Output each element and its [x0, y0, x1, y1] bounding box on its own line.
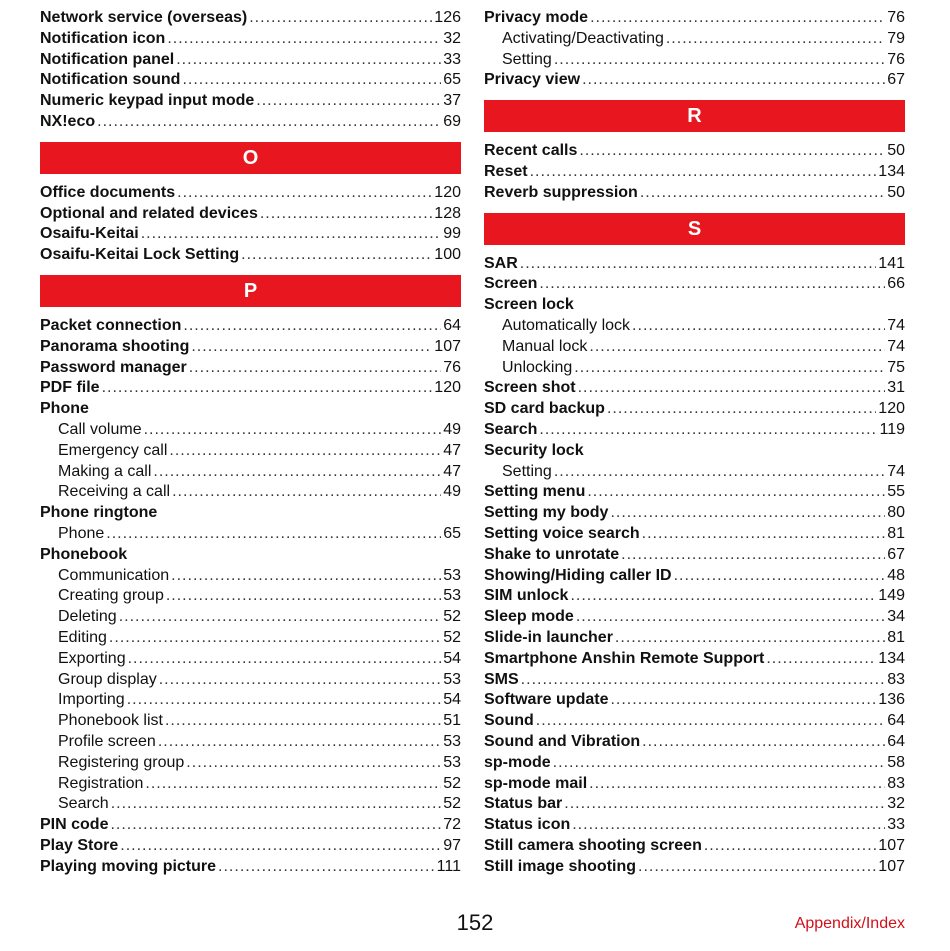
dot-leader — [144, 420, 442, 441]
index-entry — [40, 183, 461, 204]
index-subentry — [40, 774, 461, 795]
index-entry — [40, 545, 461, 566]
index-entry — [484, 815, 905, 836]
dot-leader — [589, 337, 885, 358]
index-term: Notification sound — [40, 71, 181, 89]
index-term: Panorama shooting — [40, 337, 190, 355]
index-page-ref: 120 — [434, 183, 461, 201]
index-term: Phone — [58, 524, 105, 542]
index-term: Search — [484, 420, 538, 438]
index-term: Shake to unrotate — [484, 545, 620, 563]
index-term: Creating group — [58, 587, 164, 605]
dot-leader — [166, 586, 441, 607]
dot-leader — [97, 112, 441, 133]
index-subentry — [40, 607, 461, 628]
index-entry — [40, 857, 461, 878]
index-page-ref: 128 — [434, 204, 461, 222]
index-term: Emergency call — [58, 441, 168, 459]
index-term: Manual lock — [502, 337, 588, 355]
index-term: Status icon — [484, 816, 571, 834]
dot-leader — [119, 607, 442, 628]
index-entry — [40, 70, 461, 91]
index-entry — [484, 566, 905, 587]
index-entry — [40, 337, 461, 358]
index-entry — [40, 378, 461, 399]
dot-leader — [574, 358, 885, 379]
dot-leader — [554, 50, 885, 71]
index-term: Still image shooting — [484, 857, 637, 875]
index-entry — [484, 670, 905, 691]
index-page-ref: 31 — [887, 379, 905, 397]
letter-heading-p: P — [40, 275, 461, 307]
index-term: Phonebook — [40, 545, 128, 563]
index-term: Call volume — [58, 420, 142, 438]
index-term: Registering group — [58, 753, 185, 771]
index-page-ref: 58 — [887, 753, 905, 771]
index-term: SIM unlock — [484, 587, 569, 605]
dot-leader — [704, 836, 876, 857]
dot-leader — [576, 607, 885, 628]
dot-leader — [171, 566, 441, 587]
index-term: Setting my body — [484, 504, 609, 522]
index-term: Phonebook list — [58, 712, 163, 730]
index-term: Editing — [58, 628, 107, 646]
index-term: Slide-in launcher — [484, 628, 613, 646]
dot-leader — [607, 399, 876, 420]
index-page-ref: 50 — [887, 183, 905, 201]
index-entry — [484, 628, 905, 649]
index-subentry — [484, 358, 905, 379]
index-entry — [40, 245, 461, 266]
index-term: Status bar — [484, 795, 563, 813]
dot-leader — [615, 628, 885, 649]
letter-heading-r: R — [484, 100, 905, 132]
index-entry — [484, 836, 905, 857]
dot-leader — [589, 774, 885, 795]
dot-leader — [141, 224, 442, 245]
index-entry — [484, 399, 905, 420]
index-entry — [40, 29, 461, 50]
index-entry — [40, 399, 461, 420]
index-entry — [40, 316, 461, 337]
index-subentry — [484, 462, 905, 483]
dot-leader — [632, 316, 885, 337]
dot-leader — [621, 545, 885, 566]
index-term: NX!eco — [40, 112, 96, 130]
index-subentry — [484, 316, 905, 337]
dot-leader — [191, 337, 432, 358]
index-page-ref: 33 — [443, 50, 461, 68]
index-entry — [40, 224, 461, 245]
index-term: Privacy view — [484, 71, 581, 89]
index-term: sp-mode mail — [484, 774, 588, 792]
index-entry — [40, 503, 461, 524]
index-term: Reverb suppression — [484, 183, 638, 201]
index-page-ref: 107 — [878, 836, 905, 854]
index-term: Osaifu-Keitai — [40, 225, 139, 243]
index-page-ref: 53 — [443, 753, 461, 771]
index-entry — [40, 50, 461, 71]
index-entry — [40, 815, 461, 836]
dot-leader — [176, 50, 441, 71]
dot-leader — [610, 690, 876, 711]
index-entry — [484, 586, 905, 607]
dot-leader — [167, 29, 441, 50]
index-entry — [484, 274, 905, 295]
index-page-ref: 48 — [887, 566, 905, 584]
index-term: Numeric keypad input mode — [40, 92, 255, 110]
dot-leader — [153, 462, 441, 483]
index-entry — [484, 295, 905, 316]
index-page-ref: 126 — [434, 9, 461, 26]
index-entry — [484, 70, 905, 91]
index-entry — [484, 254, 905, 275]
dot-leader — [520, 254, 877, 275]
index-entry — [484, 753, 905, 774]
index-page-ref: 79 — [887, 29, 905, 47]
dot-leader — [578, 378, 886, 399]
index-entry — [484, 524, 905, 545]
dot-leader — [109, 628, 441, 649]
index-page-ref: 54 — [443, 691, 461, 709]
index-page-ref: 134 — [878, 649, 905, 667]
dot-leader — [241, 245, 432, 266]
index-page-ref: 47 — [443, 441, 461, 459]
dot-leader — [183, 316, 441, 337]
index-term: sp-mode — [484, 753, 551, 771]
index-page-ref: 76 — [443, 358, 461, 376]
index-term: Screen — [484, 275, 538, 293]
dot-leader — [256, 91, 441, 112]
index-page-ref: 65 — [443, 71, 461, 89]
dot-leader — [218, 857, 435, 878]
dot-leader — [128, 649, 442, 670]
index-page-ref: 49 — [443, 483, 461, 501]
index-page-ref: 119 — [879, 420, 905, 438]
index-term: Setting menu — [484, 483, 586, 501]
dot-leader — [587, 482, 885, 503]
index-page-ref: 83 — [887, 670, 905, 688]
dot-leader — [110, 815, 441, 836]
index-subentry — [40, 524, 461, 545]
section-label: Appendix/Index — [794, 915, 905, 932]
index-page-ref: 75 — [887, 358, 905, 376]
index-page-ref: 54 — [443, 649, 461, 667]
index-page-ref: 37 — [443, 92, 461, 110]
index-page-ref: 52 — [443, 774, 461, 792]
index-column-left — [40, 8, 461, 877]
dot-leader — [158, 732, 441, 753]
index-term: Play Store — [40, 836, 119, 854]
index-subentry — [40, 711, 461, 732]
index-term: Making a call — [58, 462, 152, 480]
index-page-ref: 53 — [443, 587, 461, 605]
index-term: Sleep mode — [484, 608, 574, 626]
index-subentry — [40, 753, 461, 774]
index-entry — [484, 774, 905, 795]
index-page-ref: 69 — [443, 112, 461, 130]
dot-leader — [521, 670, 886, 691]
index-page-ref: 74 — [887, 462, 905, 480]
index-page-ref: 107 — [878, 857, 905, 875]
letter-heading-o: O — [40, 142, 461, 174]
index-page-ref: 47 — [443, 462, 461, 480]
index-page-ref: 67 — [887, 545, 905, 563]
index-page-ref: 74 — [887, 337, 905, 355]
dot-leader — [106, 524, 441, 545]
dot-leader — [638, 857, 876, 878]
index-subentry — [40, 420, 461, 441]
dot-leader — [610, 503, 885, 524]
index-term: Optional and related devices — [40, 204, 258, 222]
index-term: SMS — [484, 670, 519, 688]
index-entry — [484, 8, 905, 29]
index-term: Setting voice search — [484, 524, 640, 542]
index-term: Showing/Hiding caller ID — [484, 566, 672, 584]
index-term: SAR — [484, 254, 518, 272]
dot-leader — [579, 141, 885, 162]
index-entry — [40, 8, 461, 29]
index-page-ref: 107 — [434, 337, 461, 355]
index-term: Screen lock — [484, 296, 574, 314]
dot-leader — [530, 162, 877, 183]
dot-leader — [169, 441, 441, 462]
index-term: Phone — [40, 400, 89, 418]
dot-leader — [165, 711, 441, 732]
dot-leader — [177, 183, 432, 204]
dot-leader — [182, 70, 441, 91]
index-entry — [484, 141, 905, 162]
dot-leader — [640, 183, 885, 204]
index-term: Setting — [502, 462, 552, 480]
index-term: Sound and Vibration — [484, 732, 641, 750]
index-subentry — [40, 670, 461, 691]
dot-leader — [570, 586, 876, 607]
index-term: Recent calls — [484, 142, 578, 160]
index-entry — [484, 649, 905, 670]
index-entry — [40, 204, 461, 225]
index-page-ref: 52 — [443, 795, 461, 813]
index-page-ref: 53 — [443, 670, 461, 688]
index-term: Phone ringtone — [40, 504, 158, 522]
index-term: Notification icon — [40, 29, 166, 47]
index-term: Sound — [484, 712, 534, 730]
index-subentry — [484, 29, 905, 50]
index-term: Search — [58, 795, 109, 813]
index-term: Communication — [58, 566, 170, 584]
dot-leader — [127, 690, 442, 711]
dot-leader — [249, 8, 432, 29]
index-term: Packet connection — [40, 316, 182, 334]
dot-leader — [590, 8, 885, 29]
index-page-ref: 64 — [887, 732, 905, 750]
index-subentry — [484, 50, 905, 71]
index-term: Activating/Deactivating — [502, 29, 664, 47]
dot-leader — [666, 29, 885, 50]
index-subentry — [40, 628, 461, 649]
dot-leader — [120, 836, 441, 857]
index-term: Security lock — [484, 441, 584, 459]
index-entry — [484, 441, 905, 462]
index-page-ref: 97 — [443, 836, 461, 854]
index-term: Receiving a call — [58, 483, 171, 501]
index-page-ref: 120 — [434, 379, 461, 397]
index-page-ref: 149 — [878, 587, 905, 605]
dot-leader — [539, 274, 885, 295]
index-term: Group display — [58, 670, 157, 688]
index-term: Exporting — [58, 649, 126, 667]
dot-leader — [536, 711, 885, 732]
index-page-ref: 32 — [887, 795, 905, 813]
index-entry — [484, 794, 905, 815]
index-page-ref: 141 — [878, 254, 905, 272]
letter-heading-s: S — [484, 213, 905, 245]
index-term: Registration — [58, 774, 144, 792]
index-page-ref: 33 — [887, 816, 905, 834]
dot-leader — [159, 670, 441, 691]
index-page-ref: 72 — [443, 816, 461, 834]
dot-leader — [642, 732, 885, 753]
index-term: Playing moving picture — [40, 857, 217, 875]
dot-leader — [572, 815, 885, 836]
index-entry — [484, 378, 905, 399]
index-term: Reset — [484, 162, 528, 180]
dot-leader — [674, 566, 886, 587]
index-entry — [484, 607, 905, 628]
index-entry — [484, 503, 905, 524]
index-page-ref: 83 — [887, 774, 905, 792]
index-entry — [484, 857, 905, 878]
index-term: Screen shot — [484, 379, 576, 397]
index-subentry — [40, 649, 461, 670]
index-term: Network service (overseas) — [40, 9, 248, 26]
index-entry — [40, 91, 461, 112]
index-page-ref: 80 — [887, 504, 905, 522]
index-page-ref: 76 — [887, 9, 905, 26]
index-page-ref: 66 — [887, 275, 905, 293]
index-page-ref: 52 — [443, 628, 461, 646]
index-entry — [484, 162, 905, 183]
index-page-ref: 81 — [887, 524, 905, 542]
index-term: PDF file — [40, 379, 100, 397]
index-page-ref: 65 — [443, 524, 461, 542]
index-subentry — [40, 482, 461, 503]
index-page-ref: 64 — [887, 712, 905, 730]
index-page-ref: 111 — [436, 857, 461, 875]
index-term: Profile screen — [58, 732, 156, 750]
index-term: Importing — [58, 691, 125, 709]
index-entry — [484, 690, 905, 711]
dot-leader — [189, 358, 441, 379]
index-subentry — [40, 462, 461, 483]
index-term: Office documents — [40, 183, 176, 201]
dot-leader — [102, 378, 433, 399]
index-term: Password manager — [40, 358, 187, 376]
index-term: SD card backup — [484, 400, 605, 418]
index-entry — [40, 358, 461, 379]
index-page-ref: 53 — [443, 732, 461, 750]
dot-leader — [186, 753, 441, 774]
dot-leader — [260, 204, 432, 225]
index-subentry — [40, 566, 461, 587]
index-entry — [484, 732, 905, 753]
index-term: Automatically lock — [502, 316, 631, 334]
index-entry — [484, 482, 905, 503]
index-subentry — [40, 732, 461, 753]
dot-leader — [553, 753, 886, 774]
index-subentry — [484, 337, 905, 358]
dot-leader — [539, 420, 877, 441]
index-page-ref: 120 — [878, 400, 905, 418]
index-term: PIN code — [40, 816, 109, 834]
index-page-ref: 74 — [887, 316, 905, 334]
dot-leader — [766, 649, 876, 670]
index-page-ref: 55 — [887, 483, 905, 501]
index-entry — [40, 836, 461, 857]
dot-leader — [172, 482, 441, 503]
index-term: Still camera shooting screen — [484, 836, 702, 854]
index-term: Unlocking — [502, 358, 573, 376]
page-number: 152 — [456, 910, 494, 935]
index-page-ref: 67 — [887, 71, 905, 89]
index-page-ref: 49 — [443, 420, 461, 438]
index-term: Privacy mode — [484, 9, 589, 26]
index-term: Deleting — [58, 608, 117, 626]
index-entry — [484, 183, 905, 204]
index-subentry — [40, 690, 461, 711]
index-entry — [484, 420, 905, 441]
index-page-ref: 51 — [443, 712, 461, 730]
dot-leader — [111, 794, 442, 815]
index-page-ref: 76 — [887, 50, 905, 68]
dot-leader — [582, 70, 885, 91]
index-page-ref: 81 — [887, 628, 905, 646]
index-column-right — [484, 8, 905, 877]
dot-leader — [145, 774, 441, 795]
index-page-ref: 134 — [878, 162, 905, 180]
index-subentry — [40, 794, 461, 815]
index-term: Notification panel — [40, 50, 175, 68]
index-entry — [484, 545, 905, 566]
dot-leader — [554, 462, 885, 483]
index-subentry — [40, 586, 461, 607]
index-page-ref: 99 — [443, 225, 461, 243]
dot-leader — [642, 524, 886, 545]
index-page-ref: 52 — [443, 608, 461, 626]
index-page-ref: 100 — [434, 246, 461, 264]
index-term: Software update — [484, 691, 609, 709]
index-page-ref: 50 — [887, 142, 905, 160]
dot-leader — [564, 794, 885, 815]
index-entry — [40, 112, 461, 133]
index-term: Osaifu-Keitai Lock Setting — [40, 246, 240, 264]
index-subentry — [40, 441, 461, 462]
index-page-ref: 34 — [887, 608, 905, 626]
index-term: Setting — [502, 50, 552, 68]
index-entry — [484, 711, 905, 732]
index-page-ref: 32 — [443, 29, 461, 47]
index-term: Smartphone Anshin Remote Support — [484, 649, 765, 667]
index-page-ref: 64 — [443, 316, 461, 334]
index-page-ref: 136 — [878, 691, 905, 709]
index-page-ref: 53 — [443, 566, 461, 584]
